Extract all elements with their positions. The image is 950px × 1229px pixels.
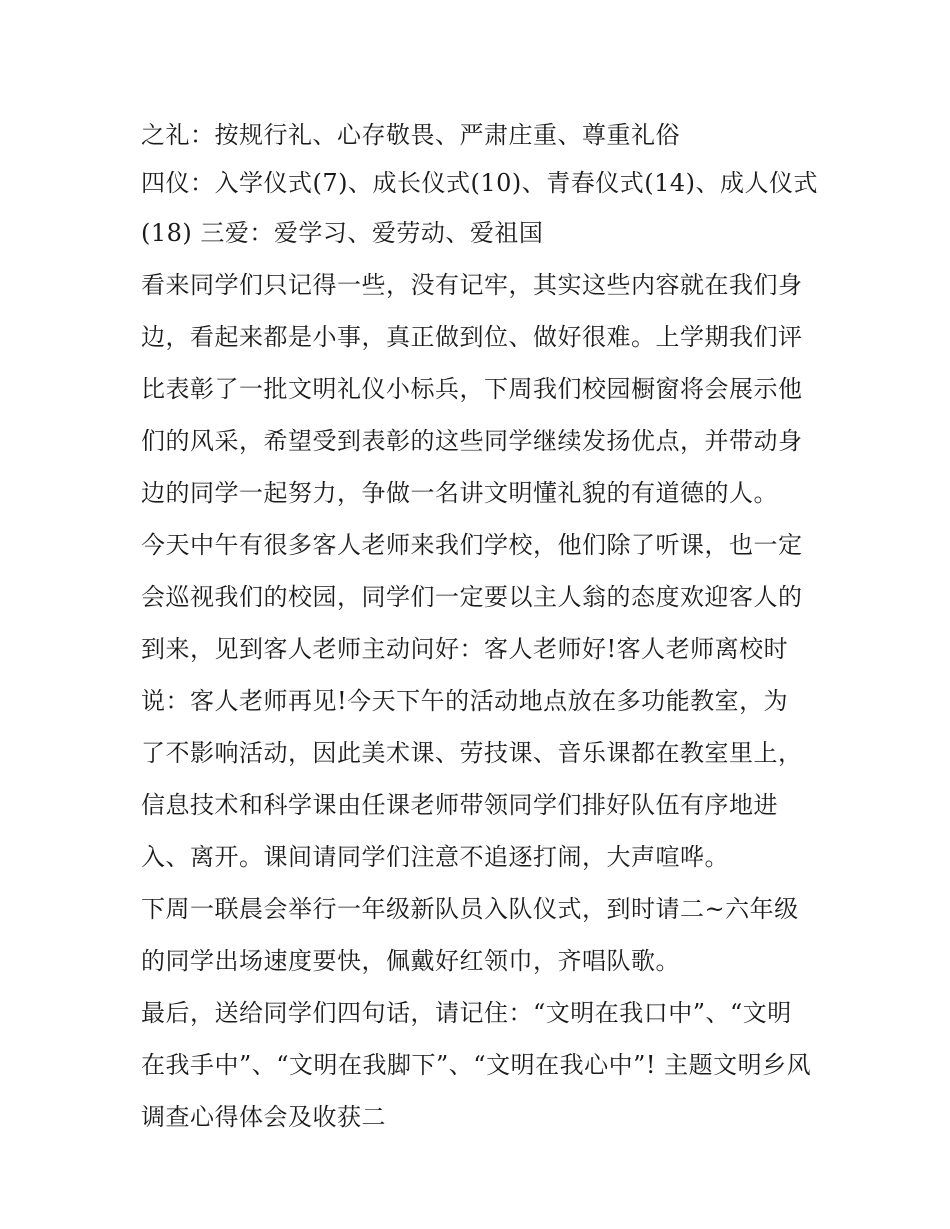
text-line: 会巡视我们的校园，同学们一定要以主人翁的态度欢迎客人的 — [141, 583, 803, 611]
text-line: 今天中午有很多客人老师来我们学校，他们除了听课，也一定 — [141, 531, 803, 559]
text-line: 到来，见到客人老师主动问好：客人老师好!客人老师离校时 — [141, 635, 789, 663]
text-line: 最后，送给同学们四句话，请记住：“文明在我口中”、“文明 — [141, 999, 792, 1027]
text-line: 调查心得体会及收获二 — [141, 1103, 386, 1131]
text-line: 下周一联晨会举行一年级新队员入队仪式，到时请二~六年级 — [141, 895, 799, 923]
text-line: 边，看起来都是小事，真正做到位、做好很难。上学期我们评 — [141, 323, 803, 351]
text-line: 信息技术和科学课由任课老师带领同学们排好队伍有序地进 — [141, 791, 778, 819]
text-line: 们的风采，希望受到表彰的这些同学继续发扬优点，并带动身 — [141, 427, 803, 455]
text-line: 在我手中”、“文明在我脚下”、“文明在我心中”! 主题文明乡风 — [141, 1051, 812, 1079]
text-line: 看来同学们只记得一些，没有记牢，其实这些内容就在我们身 — [141, 271, 803, 299]
text-line: 了不影响活动，因此美术课、劳技课、音乐课都在教室里上， — [141, 739, 803, 767]
text-line: 入、离开。课间请同学们注意不追逐打闹，大声喧哗。 — [141, 843, 729, 871]
text-line: 说：客人老师再见!今天下午的活动地点放在多功能教室，为 — [141, 687, 789, 715]
text-line: 比表彰了一批文明礼仪小标兵，下周我们校园橱窗将会展示他 — [141, 375, 803, 403]
text-line: 边的同学一起努力，争做一名讲文明懂礼貌的有道德的人。 — [141, 479, 778, 507]
text-line: (18) 三爱：爱学习、爱劳动、爱祖国 — [141, 219, 544, 247]
text-line: 四仪：入学仪式(7)、成长仪式(10)、青春仪式(14)、成人仪式 — [141, 169, 819, 197]
document-body — [141, 111, 821, 1143]
text-line: 之礼：按规行礼、心存敬畏、严肃庄重、尊重礼俗 — [141, 121, 680, 149]
text-line: 的同学出场速度要快，佩戴好红领巾，齐唱队歌。 — [141, 947, 680, 975]
